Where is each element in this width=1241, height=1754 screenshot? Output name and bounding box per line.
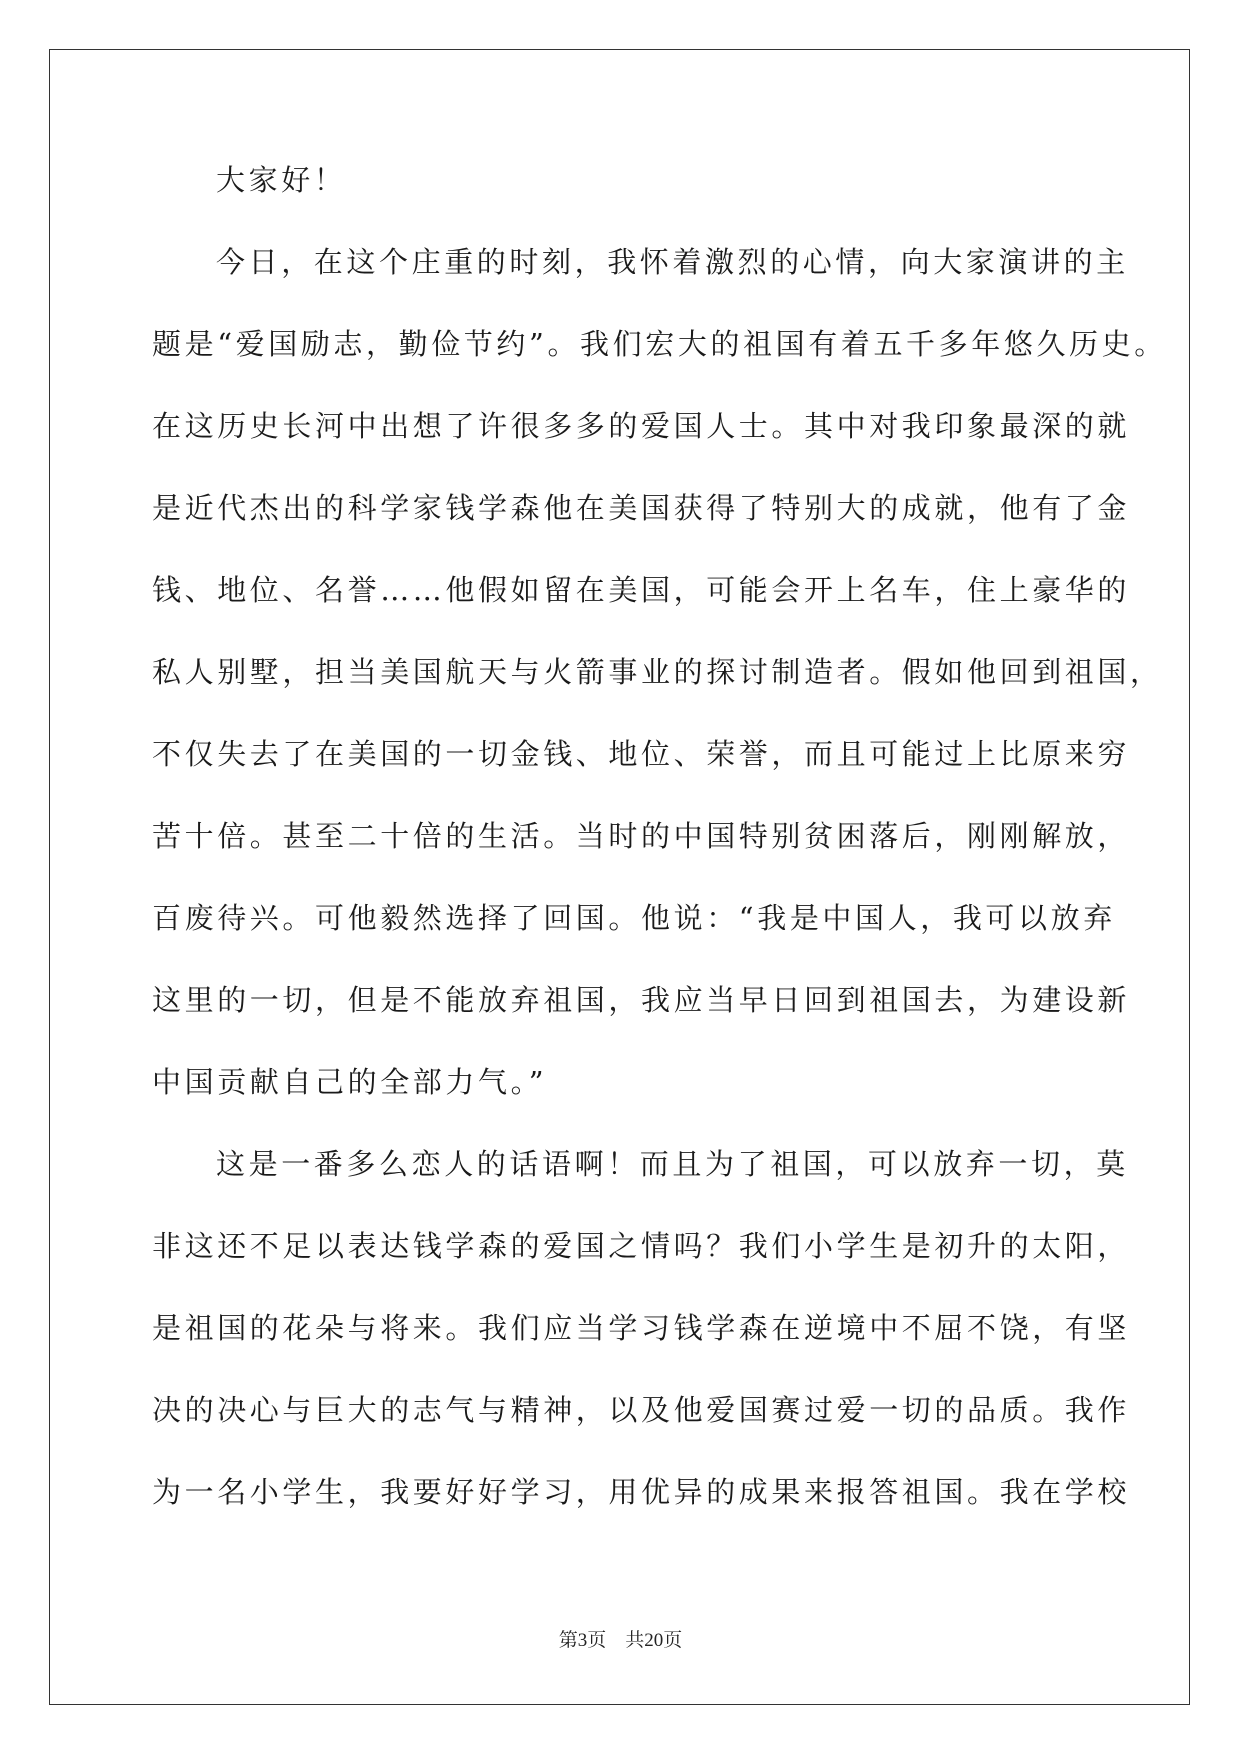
paragraph-line: 是近代杰出的科学家钱学森他在美国获得了特别大的成就，他有了金 bbox=[152, 491, 1131, 525]
paragraph-line: 私人别墅，担当美国航天与火箭事业的探讨制造者。假如他回到祖国， bbox=[152, 655, 1163, 689]
paragraph-line: 决的决心与巨大的志气与精神，以及他爱国赛过爱一切的品质。我作 bbox=[152, 1393, 1131, 1427]
paragraph-line: 是祖国的花朵与将来。我们应当学习钱学森在逆境中不屈不饶，有坚 bbox=[152, 1311, 1131, 1345]
paragraph-line: 为一名小学生，我要好好学习，用优异的成果来报答祖国。我在学校 bbox=[152, 1475, 1131, 1509]
paragraph-line: 在这历史长河中出想了许很多多的爱国人士。其中对我印象最深的就 bbox=[152, 409, 1131, 443]
paragraph-line: 非这还不足以表达钱学森的爱国之情吗？我们小学生是初升的太阳， bbox=[152, 1229, 1131, 1263]
document-body bbox=[152, 160, 1167, 1554]
paragraph-line: 今日，在这个庄重的时刻，我怀着激烈的心情，向大家演讲的主 bbox=[216, 245, 1129, 279]
paragraph-line: 不仅失去了在美国的一切金钱、地位、荣誉，而且可能过上比原来穷 bbox=[152, 737, 1131, 771]
paragraph-line: 百废待兴。可他毅然选择了回国。他说：“我是中国人，我可以放弃 bbox=[152, 901, 1116, 935]
paragraph-line: 钱、地位、名誉……他假如留在美国，可能会开上名车，住上豪华的 bbox=[152, 573, 1131, 607]
paragraph-line: 这里的一切，但是不能放弃祖国，我应当早日回到祖国去，为建设新 bbox=[152, 983, 1131, 1017]
paragraph-line: 大家好！ bbox=[216, 163, 347, 197]
page-number: 第3页 共20页 bbox=[558, 1630, 683, 1651]
paragraph-line: 题是“爱国励志，勤俭节约”。我们宏大的祖国有着五千多年悠久历史。 bbox=[152, 327, 1167, 361]
paragraph-line: 中国贡献自己的全部力气。” bbox=[152, 1065, 548, 1099]
paragraph-line: 这是一番多么恋人的话语啊！而且为了祖国，可以放弃一切，莫 bbox=[216, 1147, 1129, 1181]
paragraph-line: 苦十倍。甚至二十倍的生活。当时的中国特别贫困落后，刚刚解放， bbox=[152, 819, 1131, 853]
